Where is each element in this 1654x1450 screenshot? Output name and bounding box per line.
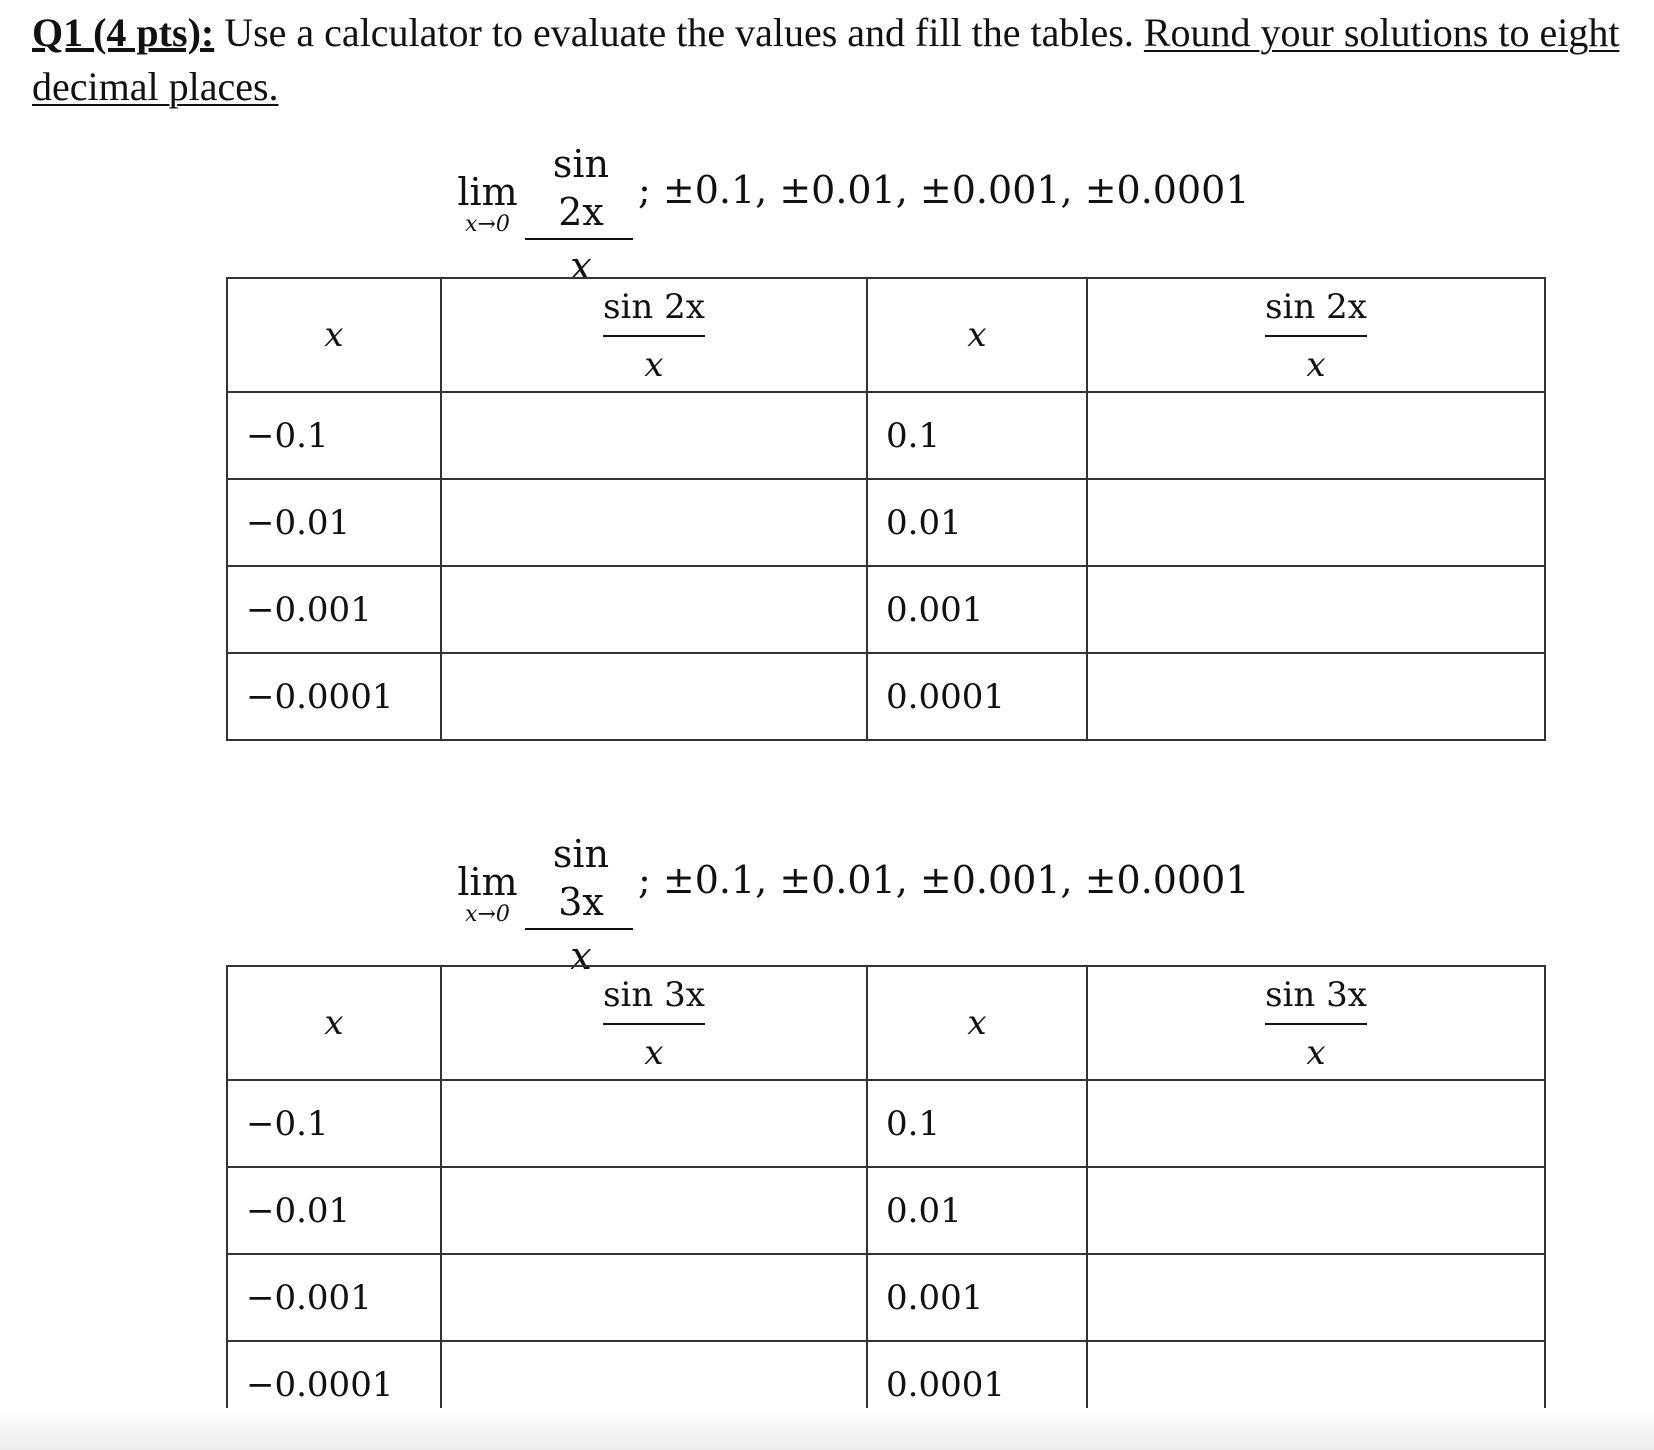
answer-cell[interactable]	[441, 566, 867, 653]
answer-cell[interactable]	[441, 1080, 867, 1167]
x-positive-cell: 0.01	[867, 1167, 1087, 1254]
table-row	[227, 653, 1545, 740]
x-negative-cell: −0.001	[227, 1254, 441, 1341]
answer-cell[interactable]	[1087, 479, 1545, 566]
header-function-left: $\frac{\sin 3x}{x}$	[441, 966, 867, 1080]
answer-cell[interactable]	[441, 653, 867, 740]
table-row	[227, 1167, 1545, 1254]
limit-expression-2	[455, 830, 1255, 978]
header-x-positive: x	[867, 966, 1087, 1080]
x-positive-cell: 0.1	[867, 392, 1087, 479]
fraction-numerator: sin 3x	[552, 832, 610, 924]
limit-values: ; ±0.1, ±0.01, ±0.001, ±0.0001	[638, 168, 1250, 212]
x-positive-cell: 0.001	[867, 566, 1087, 653]
header-function-right: $\frac{\sin 3x}{x}$	[1087, 966, 1545, 1080]
x-negative-cell: −0.01	[227, 1167, 441, 1254]
lim-subscript: x→0	[465, 902, 510, 927]
header-x-negative: x	[227, 278, 441, 392]
table-row	[227, 1254, 1545, 1341]
x-negative-cell: −0.0001	[227, 653, 441, 740]
answer-cell[interactable]	[1087, 1080, 1545, 1167]
x-negative-cell: −0.01	[227, 479, 441, 566]
header-function-right: $\frac{\sin 2x}{x}$	[1087, 278, 1545, 392]
table-row	[227, 566, 1545, 653]
x-positive-cell: 0.1	[867, 1080, 1087, 1167]
fraction-denominator: x	[570, 244, 592, 288]
question-instructions: Use a calculator to evaluate the values and fill the tables.	[214, 10, 1144, 55]
x-positive-cell: 0.0001	[867, 1341, 1087, 1428]
x-positive-cell: 0.001	[867, 1254, 1087, 1341]
header-x-positive: x	[867, 278, 1087, 392]
answer-cell[interactable]	[1087, 392, 1545, 479]
x-positive-cell: 0.01	[867, 479, 1087, 566]
x-negative-cell: −0.001	[227, 566, 441, 653]
table-row	[227, 1080, 1545, 1167]
answer-cell[interactable]	[441, 392, 867, 479]
x-positive-cell: 0.0001	[867, 653, 1087, 740]
bottom-edge-shadow	[0, 1408, 1654, 1450]
limit-values: ; ±0.1, ±0.01, ±0.001, ±0.0001	[638, 858, 1250, 902]
values-table-sin2x	[226, 277, 1546, 741]
answer-cell[interactable]	[1087, 566, 1545, 653]
answer-cell[interactable]	[1087, 1254, 1545, 1341]
values-table-sin3x	[226, 965, 1546, 1429]
answer-cell[interactable]	[441, 479, 867, 566]
fraction-numerator: sin 2x	[552, 142, 610, 234]
table-row	[227, 392, 1545, 479]
limit-fraction	[525, 140, 637, 292]
question-heading	[32, 6, 1622, 114]
fraction-denominator: x	[570, 934, 592, 978]
x-negative-cell: −0.1	[227, 392, 441, 479]
limit-operator	[455, 860, 520, 926]
answer-cell[interactable]	[441, 1254, 867, 1341]
limit-expression-1	[455, 140, 1255, 288]
table-header-row	[227, 966, 1545, 1080]
header-x-negative: x	[227, 966, 441, 1080]
x-negative-cell: −0.0001	[227, 1341, 441, 1428]
answer-cell[interactable]	[441, 1167, 867, 1254]
table-row	[227, 479, 1545, 566]
rounding-instructions: Round your solutions to eight decimal places.	[32, 10, 1620, 109]
table-header-row	[227, 278, 1545, 392]
x-negative-cell: −0.1	[227, 1080, 441, 1167]
limit-operator	[455, 170, 520, 236]
lim-word: lim	[457, 860, 518, 904]
answer-cell[interactable]	[1087, 1167, 1545, 1254]
limit-fraction	[525, 830, 637, 982]
question-label: Q1 (4 pts):	[32, 10, 215, 55]
answer-cell[interactable]	[1087, 653, 1545, 740]
lim-word: lim	[457, 170, 518, 214]
lim-subscript: x→0	[465, 212, 510, 237]
header-function-left: $\frac{\sin 2x}{x}$	[441, 278, 867, 392]
